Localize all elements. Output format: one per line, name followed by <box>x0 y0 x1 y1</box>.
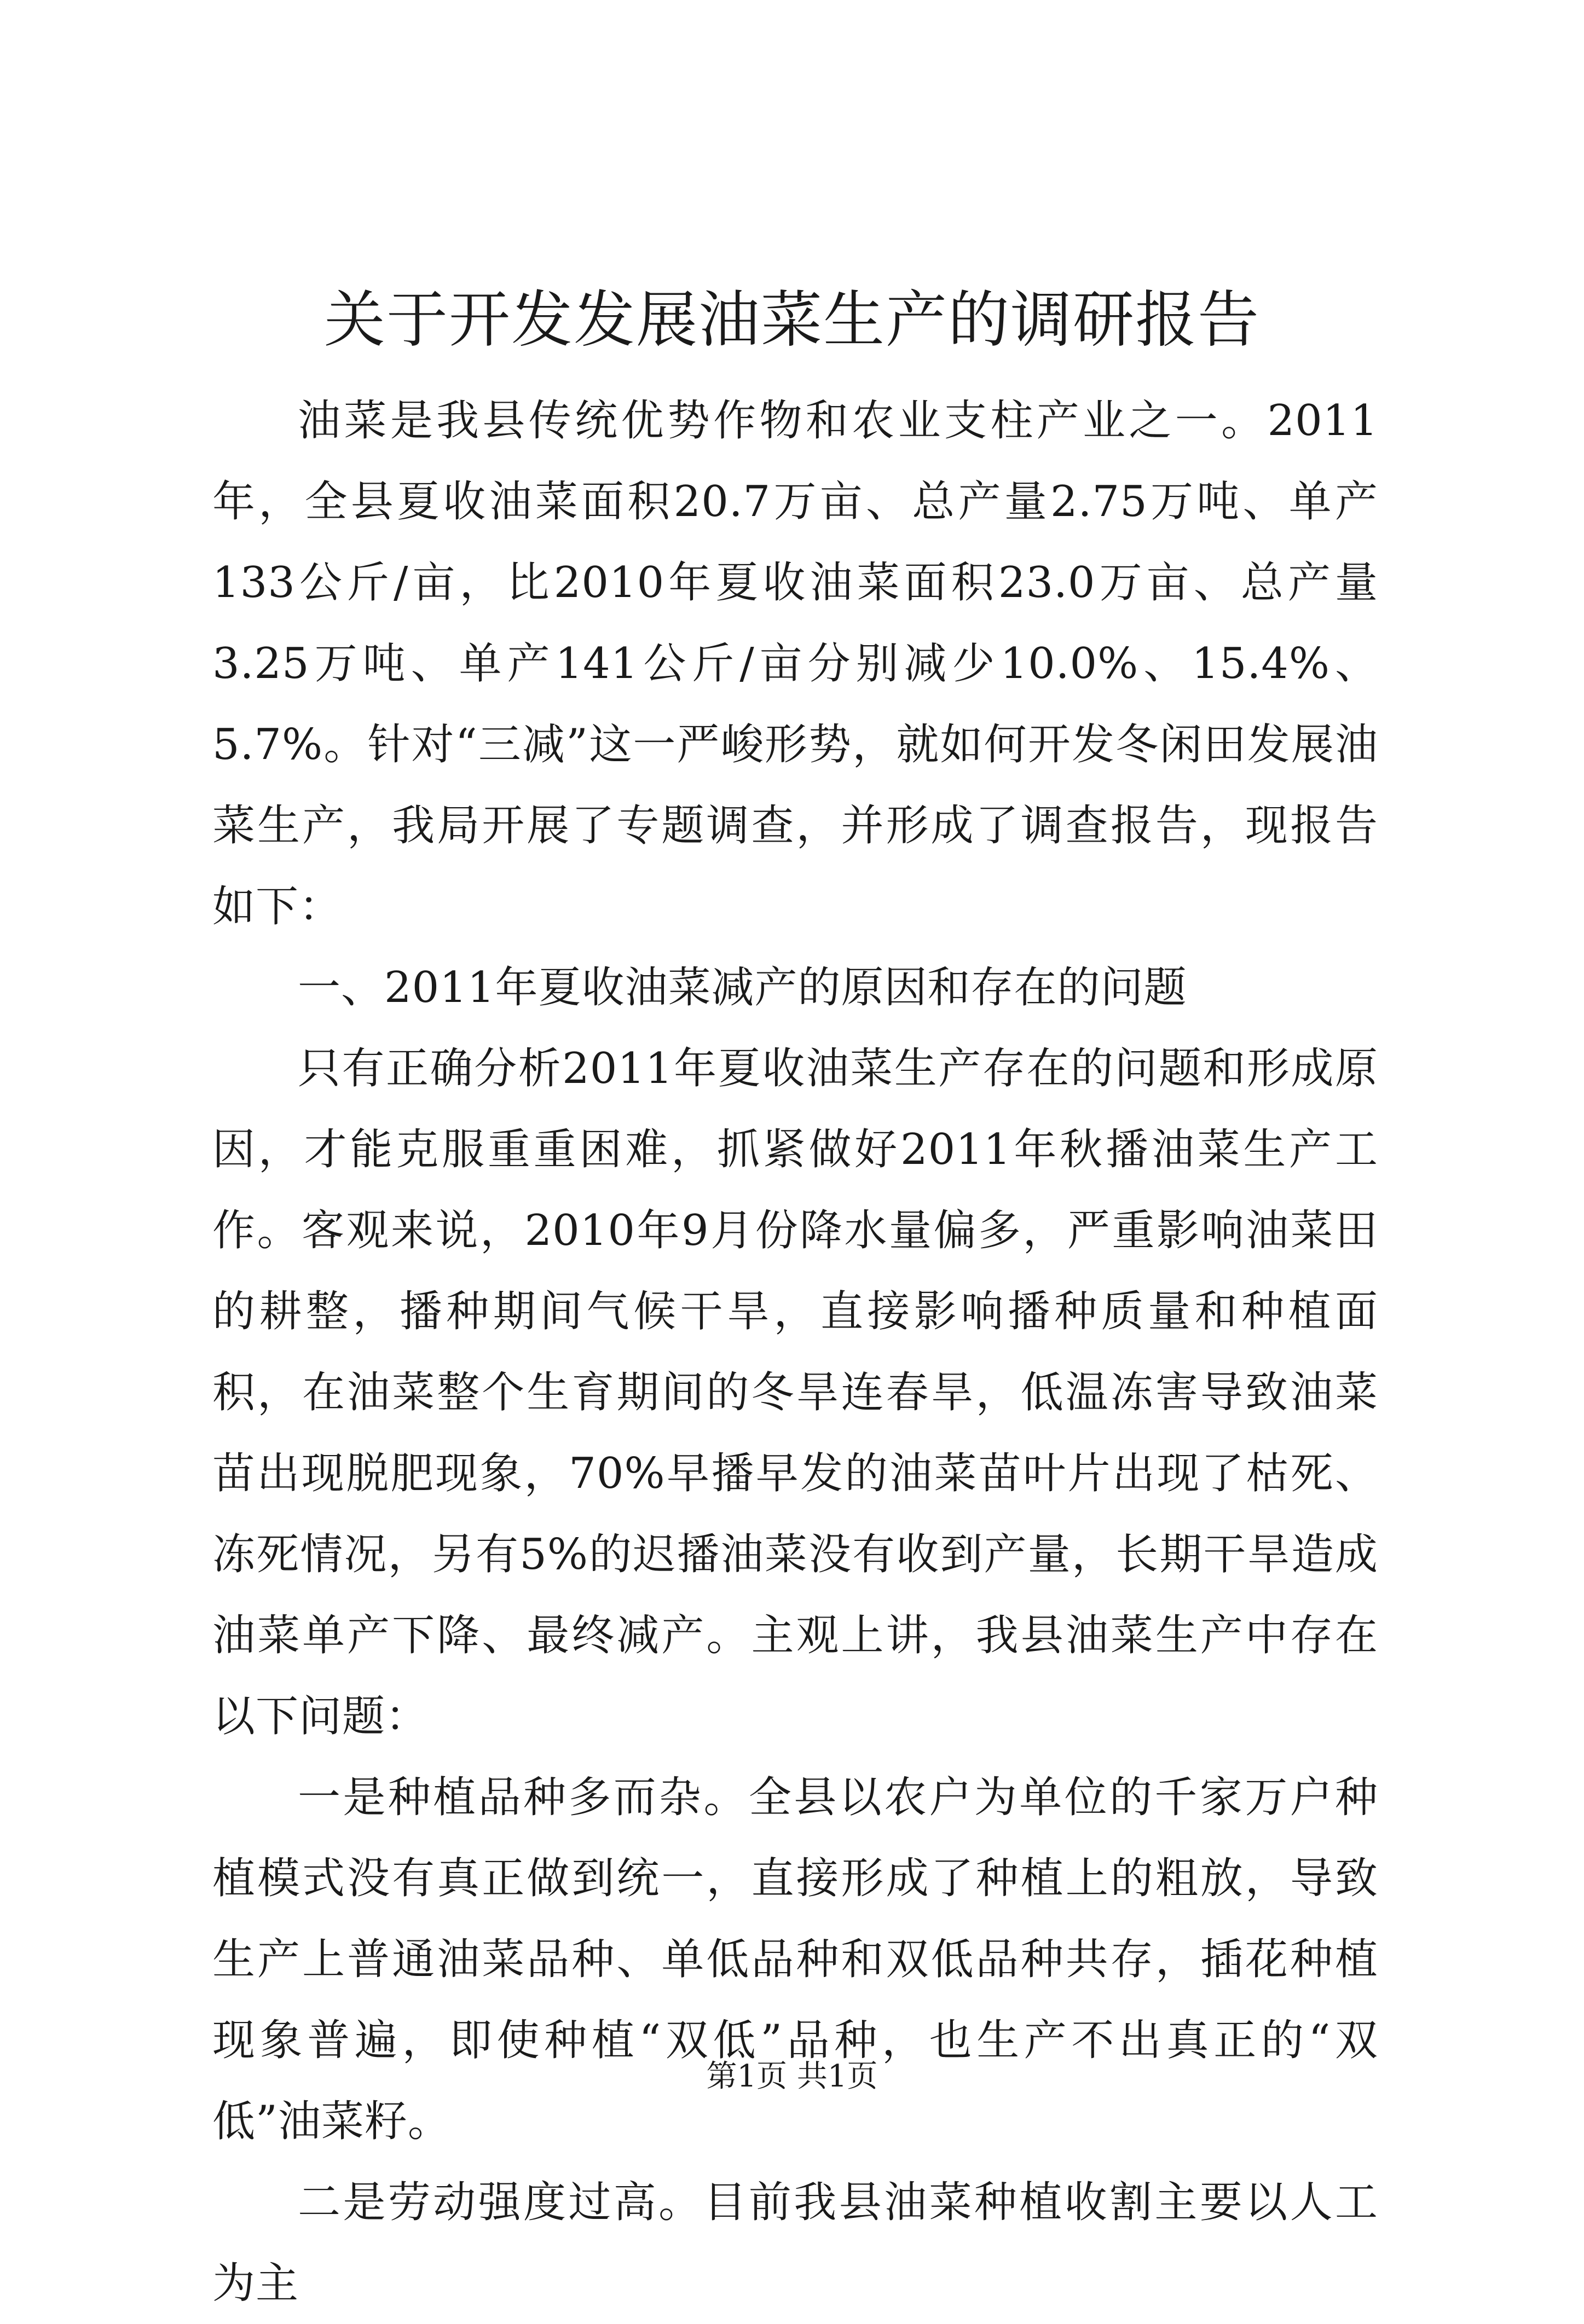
document-body <box>212 380 1378 2324</box>
paragraph-analysis: 只有正确分析2011年夏收油菜生产存在的问题和形成原因，才能克服重重困难，抓紧做好2011年秋播油菜生产工作。客观来说，2010年9月份降水量偏多，严重影响油菜田的耕整，播种期间气候干旱，直接影响播种质量和种植面积，在油菜整个生育期间的冬旱连春旱，低温冻害导致油菜苗出现脱肥现象，70%早播早发的油菜苗叶片出现了枯死、冻死情况，另有5%的迟播油菜没有收到产量，长期干旱造成油菜单产下降、最终减产。主观上讲，我县油菜生产中存在以下问题： <box>212 1044 1378 1741</box>
paragraph-intro: 油菜是我县传统优势作物和农业支柱产业之一。2011年，全县夏收油菜面积20.7万亩、总产量2.75万吨、单产133公斤/亩，比2010年夏收油菜面积23.0万亩、总产量3.25万吨、单产141公斤/亩分别减少10.0%、15.4%、5.7%。针对“三减”这一严峻形势，就如何开发冬闲田发展油菜生产，我局开展了专题调查，并形成了调查报告，现报告如下： <box>212 396 1378 931</box>
document-title: 关于开发发展油菜生产的调研报告 <box>324 285 1260 356</box>
section-heading: 一、2011年夏收油菜减产的原因和存在的问题 <box>298 963 1187 1012</box>
paragraph-issue-1: 一是种植品种多而杂。全县以农户为单位的千家万户种植模式没有真正做到统一，直接形成了种植上的粗放，导致生产上普通油菜品种、单低品种和双低品种共存，插花种植现象普遍，即使种植“双低”品种，也生产不出真正的“双低”油菜籽。 <box>212 1773 1378 2146</box>
paragraph-issue-2: 二是劳动强度过高。目前我县油菜种植收割主要以人工为主 <box>212 2178 1378 2308</box>
page-footer: 第1页 共1页 <box>706 2059 878 2094</box>
